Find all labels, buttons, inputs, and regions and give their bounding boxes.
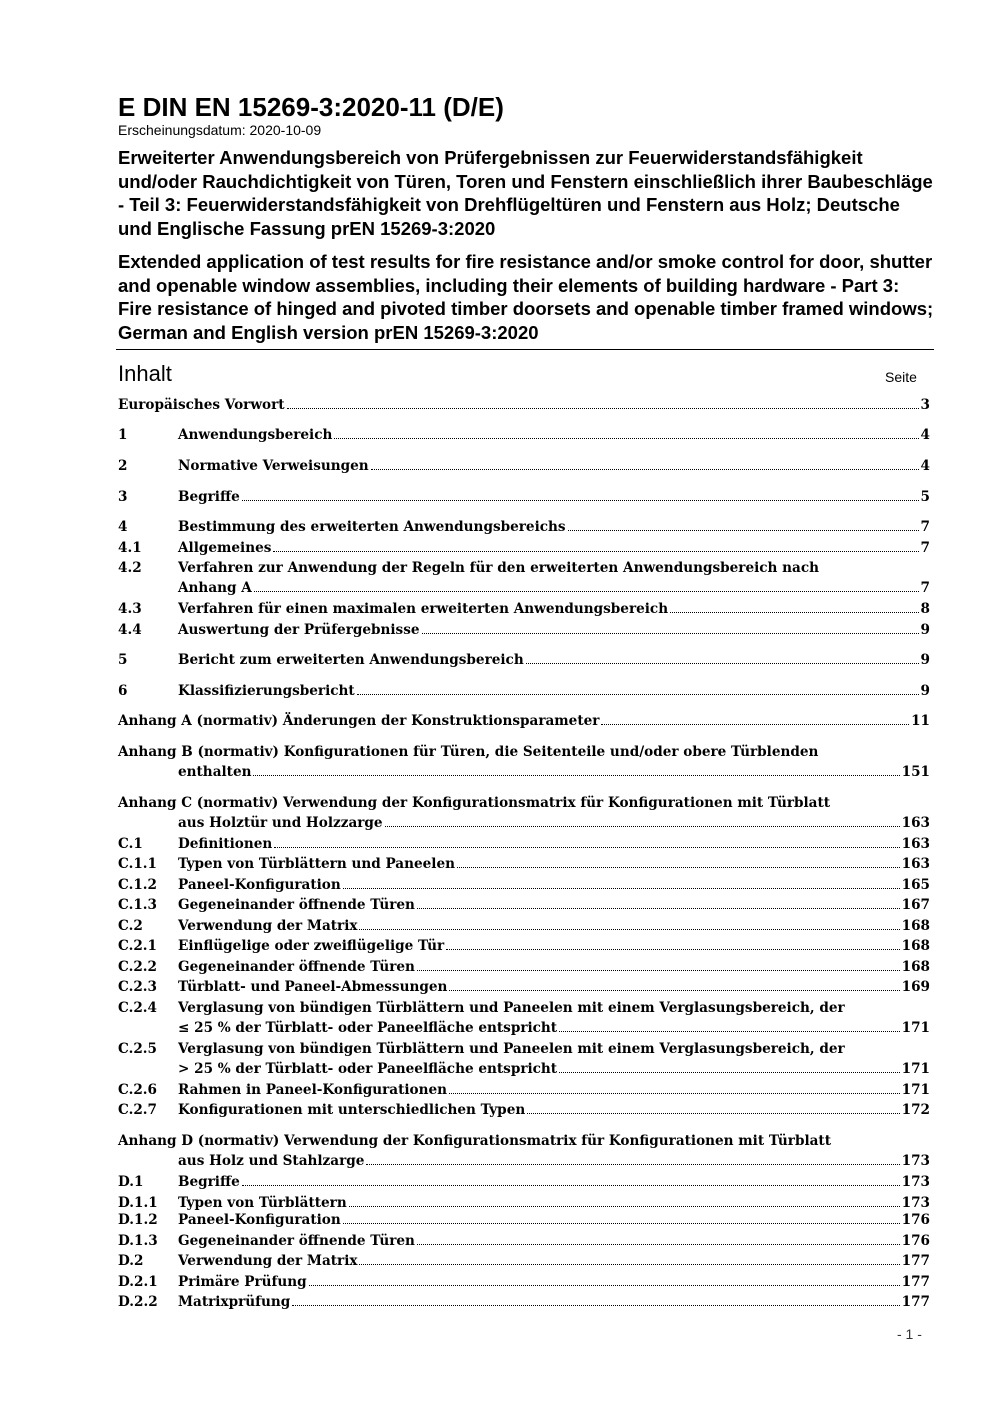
title-german: Erweiterter Anwendungsbereich von Prüfergebnissen zur Feuerwiderstandsfähigkeit und/oder Rauchdichtigkeit von Türen, Toren und Fenstern einschließlich ihrer Baubeschläge - Teil 3: Feuerwiderstandsfähigkeit von Drehflügeltüren und Fenstern aus Holz; Deutsche und Englische Fassung prEN 15269-3:2020 bbox=[118, 147, 933, 239]
toc-entry-number: 6 bbox=[118, 683, 128, 699]
toc-entry-title: Verfahren zur Anwendung der Regeln für den erweiterten Anwendungsbereich nach bbox=[178, 560, 819, 576]
toc-entry[interactable] bbox=[118, 1272, 930, 1292]
toc-entry-number: D.1.1 bbox=[118, 1195, 158, 1211]
toc-entry[interactable] bbox=[118, 650, 930, 670]
toc-entry-title: enthalten bbox=[178, 764, 252, 780]
toc-entry[interactable] bbox=[118, 1172, 930, 1192]
toc-entry-number: 4.3 bbox=[118, 601, 142, 617]
toc-entry-title: Verwendung der Matrix bbox=[178, 1253, 358, 1269]
toc-entry-number: D.1.3 bbox=[118, 1233, 158, 1249]
toc-entry[interactable] bbox=[118, 558, 930, 598]
toc-entry[interactable] bbox=[118, 711, 930, 731]
toc-entry-title: Klassifizierungsbericht bbox=[178, 683, 355, 699]
toc-dot-leader bbox=[253, 775, 899, 776]
toc-entry[interactable] bbox=[118, 998, 930, 1038]
toc-entry-title: Europäisches Vorwort bbox=[118, 397, 285, 413]
toc-entry-page: 9 bbox=[920, 652, 930, 668]
toc-entry-page: 4 bbox=[920, 458, 930, 474]
toc-entry-number: D.1 bbox=[118, 1174, 144, 1190]
toc-dot-leader bbox=[287, 408, 919, 409]
toc-entry-title: Türblatt- und Paneel-Abmessungen bbox=[178, 979, 448, 995]
toc-entry-number: C.1.2 bbox=[118, 877, 157, 893]
toc-entry-number: C.2.3 bbox=[118, 979, 157, 995]
toc-dot-leader bbox=[449, 990, 899, 991]
toc-dot-leader bbox=[292, 1305, 899, 1306]
toc-entry-number: C.2 bbox=[118, 918, 143, 934]
toc-dot-leader bbox=[527, 1113, 899, 1114]
toc-entry-page: 163 bbox=[901, 856, 930, 872]
toc-entry-number: 1 bbox=[118, 427, 128, 443]
toc-entry-page: 176 bbox=[901, 1212, 930, 1228]
toc-dot-leader bbox=[309, 1285, 900, 1286]
toc-entry[interactable] bbox=[118, 538, 930, 558]
toc-entry-page: 176 bbox=[901, 1233, 930, 1249]
toc-dot-leader bbox=[357, 694, 919, 695]
document-id: E DIN EN 15269-3:2020-11 (D/E) bbox=[118, 92, 504, 122]
toc-entry[interactable] bbox=[118, 793, 930, 833]
toc-entry-title: Auswertung der Prüfergebnisse bbox=[178, 622, 420, 638]
toc-entry-title: Verfahren für einen maximalen erweiterten Anwendungsbereich bbox=[178, 601, 669, 617]
toc-dot-leader bbox=[417, 908, 900, 909]
toc-entry[interactable] bbox=[118, 681, 930, 701]
toc-entry-number: C.1.3 bbox=[118, 897, 157, 913]
toc-entry[interactable] bbox=[118, 1100, 930, 1120]
toc-entry-title: Verwendung der Matrix bbox=[178, 918, 358, 934]
toc-entry-number: C.1.1 bbox=[118, 856, 157, 872]
toc-entry-number: C.2.7 bbox=[118, 1102, 157, 1118]
toc-page-label: Seite bbox=[885, 369, 917, 385]
toc-entry-page: 168 bbox=[901, 938, 930, 954]
toc-entry-page: 9 bbox=[920, 622, 930, 638]
toc-entry-page: 5 bbox=[920, 489, 930, 505]
toc-entry-title: Anhang B (normativ) Konfigurationen für Türen, die Seitenteile und/oder obere Türblenden bbox=[118, 744, 819, 760]
toc-entry[interactable] bbox=[118, 1210, 930, 1230]
toc-dot-leader bbox=[559, 1031, 900, 1032]
toc-dot-leader bbox=[526, 663, 919, 664]
toc-entry-number: 3 bbox=[118, 489, 128, 505]
toc-entry-page: 163 bbox=[901, 836, 930, 852]
toc-dot-leader bbox=[371, 469, 919, 470]
toc-dot-leader bbox=[343, 888, 900, 889]
toc-entry-number: C.2.6 bbox=[118, 1082, 157, 1098]
toc-entry-page: 177 bbox=[901, 1274, 930, 1290]
toc-dot-leader bbox=[670, 612, 918, 613]
toc-entry[interactable] bbox=[118, 620, 930, 640]
toc-entry-page: 177 bbox=[901, 1253, 930, 1269]
toc-entry[interactable] bbox=[118, 395, 930, 415]
toc-entry-title: aus Holztür und Holzzarge bbox=[178, 815, 383, 831]
toc-entry-number: C.2.1 bbox=[118, 938, 157, 954]
toc-dot-leader bbox=[359, 1264, 899, 1265]
toc-entry-title: Anhang C (normativ) Verwendung der Konfigurationsmatrix für Konfigurationen mit Türblatt bbox=[118, 795, 831, 811]
toc-entry[interactable] bbox=[118, 742, 930, 782]
toc-dot-leader bbox=[559, 1072, 900, 1073]
toc-entry-title: Rahmen in Paneel-Konfigurationen bbox=[178, 1082, 448, 1098]
toc-entry-page: 168 bbox=[901, 918, 930, 934]
toc-dot-leader bbox=[417, 1244, 900, 1245]
toc-entry-number: 4 bbox=[118, 519, 128, 535]
toc-entry-title: Konfigurationen mit unterschiedlichen Typen bbox=[178, 1102, 526, 1118]
toc-entry[interactable] bbox=[118, 1131, 930, 1171]
toc-dot-leader bbox=[601, 724, 909, 725]
toc-entry-title: Einflügelige oder zweiflügelige Tür bbox=[178, 938, 445, 954]
toc-entry-title: Verglasung von bündigen Türblättern und Paneelen mit einem Verglasungsbereich, der bbox=[178, 1041, 845, 1057]
toc-entry[interactable] bbox=[118, 487, 930, 507]
toc-dot-leader bbox=[568, 530, 919, 531]
toc-entry-title: Definitionen bbox=[178, 836, 273, 852]
toc-entry-number: 4.1 bbox=[118, 540, 142, 556]
toc-dot-leader bbox=[334, 438, 918, 439]
toc-entry-title: Matrixprüfung bbox=[178, 1294, 291, 1310]
toc-entry-page: 177 bbox=[901, 1294, 930, 1310]
toc-entry-title: Typen von Türblättern bbox=[178, 1195, 347, 1211]
toc-entry-number: C.2.4 bbox=[118, 1000, 157, 1016]
toc-entry-title: Anhang D (normativ) Verwendung der Konfigurationsmatrix für Konfigurationen mit Türblatt bbox=[118, 1133, 831, 1149]
toc-entry-title: Bestimmung des erweiterten Anwendungsbereichs bbox=[178, 519, 566, 535]
toc-entry-page: 173 bbox=[901, 1153, 930, 1169]
toc-entry-title: Typen von Türblättern und Paneelen bbox=[178, 856, 455, 872]
toc-entry[interactable] bbox=[118, 936, 930, 956]
toc-entry[interactable] bbox=[118, 1080, 930, 1100]
page-number: - 1 - bbox=[897, 1326, 922, 1342]
toc-entry-page: 151 bbox=[901, 764, 930, 780]
toc-entry-title: Allgemeines bbox=[178, 540, 272, 556]
toc-entry[interactable] bbox=[118, 599, 930, 619]
toc-entry-title: Begriffe bbox=[178, 1174, 240, 1190]
toc-entry-number: D.2 bbox=[118, 1253, 144, 1269]
toc-entry-title: > 25 % der Türblatt- oder Paneelfläche entspricht bbox=[178, 1061, 558, 1077]
toc-entry[interactable] bbox=[118, 875, 930, 895]
toc-entry-number: 2 bbox=[118, 458, 128, 474]
toc-entry-number: 4.4 bbox=[118, 622, 142, 638]
publication-date: Erscheinungsdatum: 2020-10-09 bbox=[118, 122, 322, 138]
toc-entry-title: Primäre Prüfung bbox=[178, 1274, 307, 1290]
toc-entry-page: 8 bbox=[920, 601, 930, 617]
toc-entry[interactable] bbox=[118, 1292, 930, 1312]
toc-entry-number: D.2.1 bbox=[118, 1274, 158, 1290]
toc-entry-page: 7 bbox=[920, 580, 930, 596]
toc-entry-number: D.2.2 bbox=[118, 1294, 158, 1310]
toc-entry[interactable] bbox=[118, 854, 930, 874]
toc-dot-leader bbox=[349, 1206, 900, 1207]
toc-entry-number: 5 bbox=[118, 652, 128, 668]
toc-entry-number: C.2.2 bbox=[118, 959, 157, 975]
toc-entry-title: Normative Verweisungen bbox=[178, 458, 369, 474]
toc-entry-page: 172 bbox=[901, 1102, 930, 1118]
toc-entry-page: 3 bbox=[920, 397, 930, 413]
toc-dot-leader bbox=[242, 1185, 900, 1186]
toc-entry-title: Anhang A bbox=[178, 580, 252, 596]
toc-entry[interactable] bbox=[118, 977, 930, 997]
toc-entry-page: 163 bbox=[901, 815, 930, 831]
toc-entry-title: Paneel-Konfiguration bbox=[178, 1212, 341, 1228]
toc-entry-page: 7 bbox=[920, 540, 930, 556]
toc-dot-leader bbox=[343, 1223, 900, 1224]
toc-entry-number: 4.2 bbox=[118, 560, 142, 576]
toc-entry-page: 168 bbox=[901, 959, 930, 975]
toc-entry-page: 169 bbox=[901, 979, 930, 995]
toc-entry-page: 167 bbox=[901, 897, 930, 913]
toc-entry-page: 171 bbox=[901, 1020, 930, 1036]
toc-entry-page: 171 bbox=[901, 1061, 930, 1077]
toc-entry-page: 9 bbox=[920, 683, 930, 699]
toc-entry-title: Gegeneinander öffnende Türen bbox=[178, 1233, 415, 1249]
toc-entry-page: 173 bbox=[901, 1195, 930, 1211]
toc-entry-title: Paneel-Konfiguration bbox=[178, 877, 341, 893]
toc-dot-leader bbox=[274, 847, 899, 848]
toc-entry-page: 11 bbox=[911, 713, 930, 729]
toc-entry-title: Anhang A (normativ) Änderungen der Konstruktionsparameter bbox=[118, 713, 600, 729]
toc-entry-page: 4 bbox=[920, 427, 930, 443]
toc-entry-page: 7 bbox=[920, 519, 930, 535]
toc-entry-title: ≤ 25 % der Türblatt- oder Paneelfläche entspricht bbox=[178, 1020, 558, 1036]
toc-entry[interactable] bbox=[118, 456, 930, 476]
toc-dot-leader bbox=[417, 970, 900, 971]
toc-entry-number: C.2.5 bbox=[118, 1041, 157, 1057]
toc-entry-title: Begriffe bbox=[178, 489, 240, 505]
toc-dot-leader bbox=[446, 949, 899, 950]
toc-dot-leader bbox=[359, 929, 899, 930]
toc-entry-title: Verglasung von bündigen Türblättern und Paneelen mit einem Verglasungsbereich, der bbox=[178, 1000, 845, 1016]
toc-entry[interactable] bbox=[118, 957, 930, 977]
toc-dot-leader bbox=[242, 500, 919, 501]
toc-dot-leader bbox=[366, 1164, 899, 1165]
toc-dot-leader bbox=[385, 826, 900, 827]
toc-entry[interactable] bbox=[118, 517, 930, 537]
toc-entry-title: Anwendungsbereich bbox=[178, 427, 333, 443]
toc-dot-leader bbox=[422, 633, 919, 634]
toc-dot-leader bbox=[254, 591, 919, 592]
title-english: Extended application of test results for fire resistance and/or smoke control for door, shutter and openable window assemblies, including their elements of building hardware - Part 3: Fire resistance of hinged and pivoted timber doorsets and openable timber framed windows; German and English version prEN 15269-3:2020 bbox=[118, 251, 934, 343]
toc-entry[interactable] bbox=[118, 834, 930, 854]
toc-entry-number: C.1 bbox=[118, 836, 143, 852]
toc-dot-leader bbox=[457, 867, 900, 868]
toc-entry-title: Gegeneinander öffnende Türen bbox=[178, 959, 415, 975]
toc-entry[interactable] bbox=[118, 916, 930, 936]
toc-dot-leader bbox=[273, 551, 918, 552]
toc-heading: Inhalt bbox=[118, 361, 172, 386]
toc-entry-title: Bericht zum erweiterten Anwendungsbereich bbox=[178, 652, 524, 668]
toc-entry-title: Gegeneinander öffnende Türen bbox=[178, 897, 415, 913]
toc-entry[interactable] bbox=[118, 1251, 930, 1271]
toc-entry[interactable] bbox=[118, 425, 930, 445]
toc-entry[interactable] bbox=[118, 895, 930, 915]
toc-entry-page: 165 bbox=[901, 877, 930, 893]
toc-entry-title: aus Holz und Stahlzarge bbox=[178, 1153, 365, 1169]
toc-entry-number: D.1.2 bbox=[118, 1212, 158, 1228]
toc-entry-page: 171 bbox=[901, 1082, 930, 1098]
toc-dot-leader bbox=[449, 1093, 900, 1094]
toc-entry-page: 173 bbox=[901, 1174, 930, 1190]
toc-entry[interactable] bbox=[118, 1231, 930, 1251]
toc-entry[interactable] bbox=[118, 1039, 930, 1079]
